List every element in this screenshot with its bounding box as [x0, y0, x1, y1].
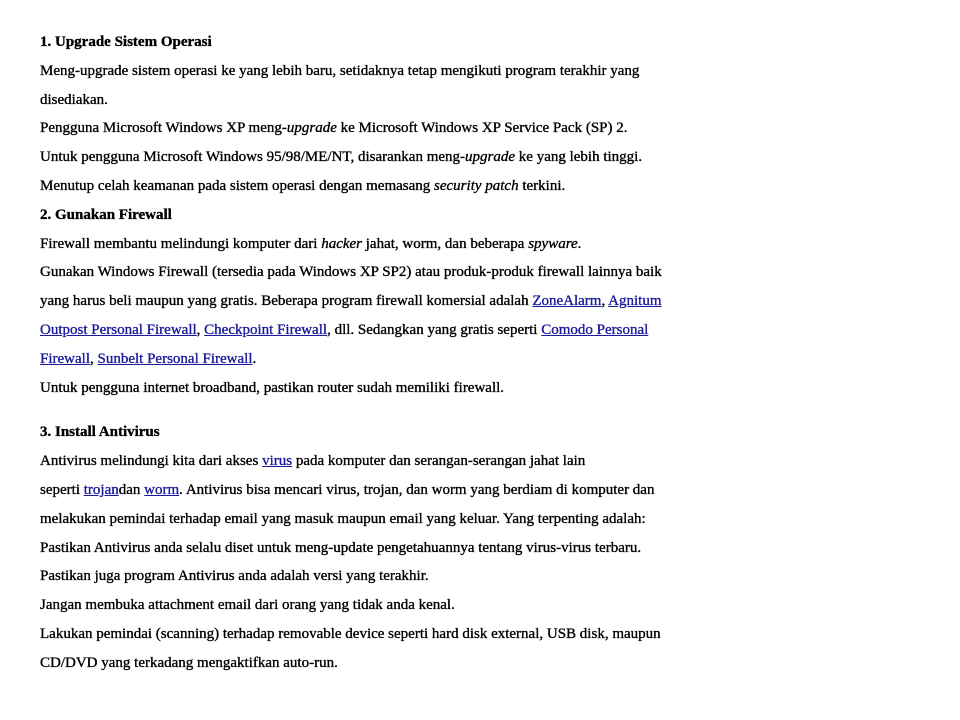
- text-span: . Antivirus bisa mencari virus, trojan, dan worm yang berdiam di komputer dan: [179, 481, 655, 498]
- text-span: terkini.: [518, 177, 566, 194]
- paragraph-line: melakukan pemindai terhadap email yang masuk maupun email yang keluar. Yang terpenting adalah:: [40, 510, 646, 527]
- link-sunbelt-personal-firewall[interactable]: Sunbelt Personal Firewall: [97, 350, 253, 367]
- text-span: ,: [90, 350, 98, 367]
- text-span: ke Microsoft Windows XP Service Pack (SP) 2.: [336, 120, 628, 137]
- paragraph-line: Lakukan pemindai (scanning) terhadap removable device seperti hard disk external, USB disk, maupun: [40, 625, 661, 642]
- link-virus[interactable]: virus: [262, 453, 293, 470]
- emphasis-text: spyware: [528, 235, 578, 252]
- text-span: .: [577, 235, 582, 252]
- paragraph-line: Untuk pengguna internet broadband, pastikan router sudah memiliki firewall.: [40, 379, 505, 396]
- link-checkpoint-firewall[interactable]: Checkpoint Firewall: [204, 321, 328, 338]
- paragraph-line: [40, 447, 900, 476]
- link-worm[interactable]: worm: [144, 481, 180, 498]
- text-span: yang harus beli maupun yang gratis. Beberapa program firewall komersial adalah: [40, 293, 533, 310]
- paragraph-line: Jangan membuka attachment email dari orang yang tidak anda kenal.: [40, 597, 455, 614]
- text-span: Untuk pengguna Microsoft Windows 95/98/ME/NT, disarankan meng-: [40, 149, 466, 166]
- emphasis-text: upgrade: [286, 120, 337, 137]
- text-span: ,: [601, 293, 609, 310]
- text-span: Pengguna Microsoft Windows XP meng-: [40, 120, 287, 137]
- paragraph-line: Gunakan Windows Firewall (tersedia pada Windows XP SP2) atau produk-produk firewall lainnya baik: [40, 264, 662, 281]
- section-heading-upgrade: 1. Upgrade Sistem Operasi: [40, 34, 212, 50]
- paragraph-line: [40, 143, 900, 172]
- text-span: jahat, worm, dan beberapa: [362, 235, 529, 252]
- link-agnitum[interactable]: Agnitum: [608, 293, 662, 310]
- link-zonealarm[interactable]: ZoneAlarm: [532, 293, 602, 310]
- paragraph-line: [40, 476, 900, 505]
- text-span: Firewall membantu melindungi komputer dari: [40, 235, 322, 252]
- section-heading-antivirus: 3. Install Antivirus: [40, 424, 160, 441]
- text-span: , dll. Sedangkan yang gratis seperti: [327, 321, 542, 338]
- text-span: ke yang lebih tinggi.: [515, 149, 643, 166]
- link-comodo-firewall[interactable]: Firewall: [40, 350, 90, 367]
- link-comodo-personal[interactable]: Comodo Personal: [541, 321, 649, 338]
- document-page: [40, 28, 900, 678]
- text-span: dan: [118, 481, 145, 498]
- text-span: ,: [196, 321, 205, 338]
- link-trojan[interactable]: trojan: [83, 481, 119, 498]
- text-span: pada komputer dan serangan-serangan jahat lain: [292, 453, 586, 470]
- emphasis-text: security patch: [434, 177, 519, 194]
- text-span: Menutup celah keamanan pada sistem operasi dengan memasang: [40, 177, 435, 194]
- section-spacer: [40, 402, 900, 418]
- emphasis-text: hacker: [321, 235, 363, 252]
- text-span: seperti: [40, 481, 84, 498]
- paragraph-line: [40, 230, 900, 259]
- paragraph-line: [40, 114, 900, 143]
- text-span: Antivirus melindungi kita dari akses: [40, 453, 263, 470]
- paragraph-line: Meng-upgrade sistem operasi ke yang lebih baru, setidaknya tetap mengikuti program terakhir yang: [40, 62, 640, 79]
- paragraph-line: Pastikan juga program Antivirus anda adalah versi yang terakhir.: [40, 568, 429, 585]
- section-heading-firewall: 2. Gunakan Firewall: [40, 206, 172, 223]
- link-outpost-personal-firewall[interactable]: Outpost Personal Firewall: [40, 321, 197, 338]
- paragraph-line: [40, 287, 900, 316]
- text-span: .: [252, 350, 257, 367]
- paragraph-line: CD/DVD yang terkadang mengaktifkan auto-run.: [40, 654, 338, 671]
- emphasis-text: upgrade: [465, 149, 516, 166]
- paragraph-line: Pastikan Antivirus anda selalu diset untuk meng-update pengetahuannya tentang virus-virus terbaru.: [40, 539, 642, 556]
- paragraph-line: [40, 345, 900, 374]
- paragraph-line: disediakan.: [40, 91, 108, 108]
- paragraph-line: [40, 172, 900, 201]
- paragraph-line: [40, 316, 900, 345]
